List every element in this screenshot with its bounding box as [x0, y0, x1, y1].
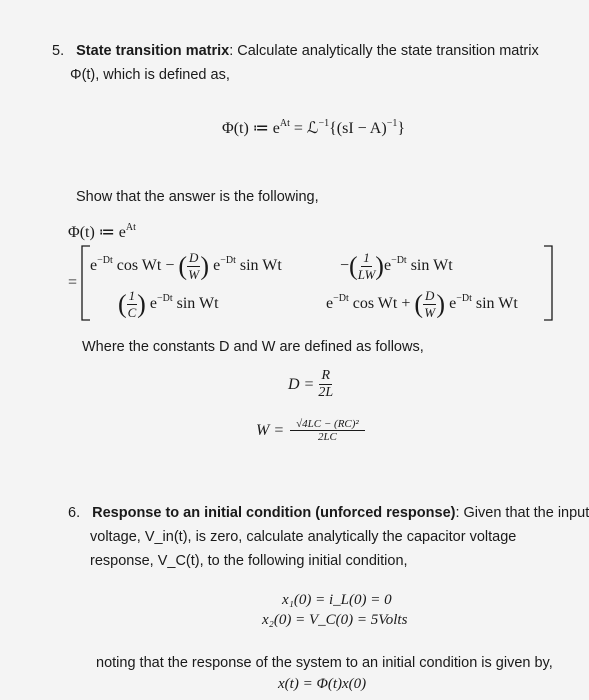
right-bracket — [544, 246, 552, 320]
question-6-line3: response, V_C(t), to the following initial condition, — [90, 553, 408, 569]
question-intro: : Calculate analytically the state transition matrix — [229, 43, 539, 59]
matrix-entry-21: ( $\frac{1}{C}$ ) $e^{-Dt}$ sin Wt — [118, 288, 219, 320]
definition-equation: Φ(t) ≔ $e^{At}$ = ℒ$^{-1}${(sI − A)$^{-1}$} — [222, 118, 406, 137]
question-number: 6. — [68, 505, 81, 521]
phi-label: Φ(t) ≔ $e^{At}$ — [68, 222, 136, 241]
question-5-line1 — [52, 42, 539, 60]
show-text: Show that the answer is the following, — [76, 189, 319, 205]
question-6-line2: voltage, V_in(t), is zero, calculate analytically the capacitor voltage — [90, 529, 517, 545]
noting-text: noting that the response of the system to an initial condition is given by, — [96, 655, 553, 671]
left-bracket — [82, 246, 90, 320]
response-equation: x(t) = Φ(t)x(0) — [278, 676, 367, 692]
matrix-entry-22: $e^{-Dt}$ cos Wt + ( $\frac{D}{W}$ ) $e^{-Dt}$ sin Wt — [326, 288, 518, 320]
initial-condition-1: x₁(0) = i_L(0) = 0 — [282, 592, 392, 608]
matrix-entry-12: −( $\frac{1}{LW}$ )$e^{-Dt}$ sin Wt — [340, 250, 453, 282]
matrix-entry-11: $e^{-Dt}$ cos Wt − ( $\frac{D}{W}$ ) $e^{-Dt}$ sin Wt — [90, 250, 282, 282]
question-title: State transition matrix — [76, 43, 230, 59]
d-definition: D = $\frac{R}{2L}$ — [288, 368, 334, 400]
question-5-line2: Φ(t), which is defined as, — [70, 67, 230, 83]
w-definition: W = $\frac{\text{√4LC − (RC)²}}{2LC}$ — [256, 418, 365, 443]
question-number: 5. — [52, 43, 65, 59]
question-6-line1: 6. Response to an initial condition (unforced response): Given that the input — [68, 505, 589, 521]
initial-condition-2: x₂(0) = V_C(0) = 5Volts — [262, 612, 408, 628]
equals-sign: = — [68, 274, 78, 291]
constants-text: Where the constants D and W are defined as follows, — [82, 339, 424, 355]
question-title: Response to an initial condition (unforced response) — [92, 505, 456, 521]
